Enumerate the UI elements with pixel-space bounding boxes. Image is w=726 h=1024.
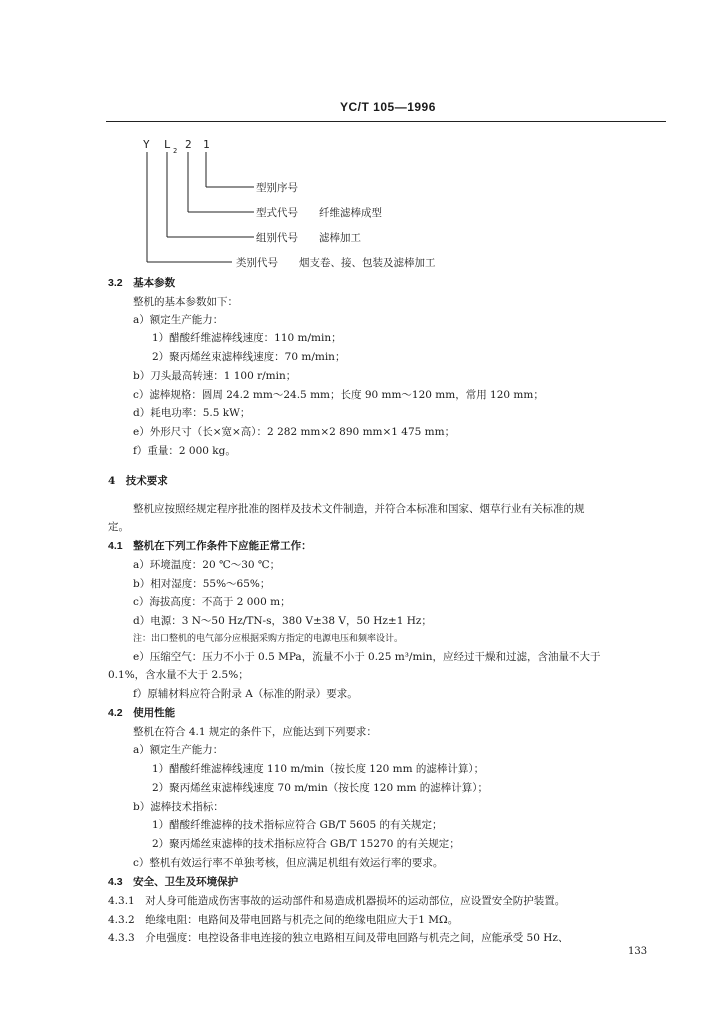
paragraph: 整机应按照经规定程序批准的图样及技术文件制造，并符合本标准和国家、烟草行业有关标准的规 [133, 503, 585, 515]
section-3-2-heading: 3.2 基本参数 [108, 277, 176, 289]
clause-4-3-2: 4.3.2 绝缘电阻：电路间及带电回路与机壳之间的绝缘电阻应大于1 MΩ。 [108, 914, 459, 926]
label-type-sequence: 型别序号 [256, 182, 298, 194]
list-item-continuation: 0.1%，含水量不大于 2.5%； [108, 669, 249, 681]
list-item: d）耗电功率：5.5 kW； [133, 407, 251, 419]
code-char-y: Y [143, 138, 150, 151]
list-item: 1）醋酸纤维滤棒的技术指标应符合 GB/T 5605 的有关规定； [152, 819, 443, 831]
model-code-diagram [0, 0, 726, 280]
list-item: a）环境温度：20 ℃～30 ℃； [133, 559, 281, 571]
list-item: 1）醋酸纤维滤棒线速度：110 m/min； [152, 332, 342, 344]
clause-4-3-3: 4.3.3 介电强度：电控设备非电连接的独立电路相互间及带电回路与机壳之间，应能承受 50 Hz、 [108, 932, 569, 944]
list-item: f）重量：2 000 kg。 [133, 445, 236, 457]
code-char-2: 2 [185, 138, 192, 151]
code-char-l: L [164, 138, 171, 151]
section-4-3-heading: 4.3 安全、卫生及环境保护 [108, 876, 239, 888]
standard-code: YC/T 105—1996 [340, 100, 436, 114]
code-subscript: 2 [173, 147, 178, 155]
section-4-1-heading: 4.1 整机在下列工作条件下应能正常工作： [108, 540, 312, 552]
list-item: e）压缩空气：压力不小于 0.5 MPa，流量不小于 0.25 m³/min，应经过干燥和过滤，含油量不大于 [133, 651, 601, 663]
section-4-2-heading: 4.2 使用性能 [108, 707, 176, 719]
paragraph-continuation: 定。 [108, 521, 129, 533]
label-category-code: 类别代号 烟支卷、接、包装及滤棒加工 [236, 257, 436, 269]
section-4-heading: 4 技术要求 [108, 475, 168, 487]
list-item: c）整机有效运行率不单独考核，但应满足机组有效运行率的要求。 [133, 857, 444, 869]
list-item: 1）醋酸纤维滤棒线速度 110 m/min（按长度 120 mm 的滤棒计算）； [152, 763, 485, 775]
clause-4-3-1: 4.3.1 对人身可能造成伤害事故的运动部件和易造成机器损坏的运动部位，应设置安全防护装置。 [108, 895, 566, 907]
list-item: 2）聚丙烯丝束滤棒线速度 70 m/min（按长度 120 mm 的滤棒计算）； [152, 782, 489, 794]
list-item: b）滤棒技术指标： [133, 801, 224, 813]
label-form-code: 型式代号 纤维滤棒成型 [256, 207, 382, 219]
list-item: f）原辅材料应符合附录 A（标准的附录）要求。 [133, 688, 358, 700]
paragraph: 整机在符合 4.1 规定的条件下，应能达到下列要求： [133, 726, 377, 738]
list-item: 2）聚丙烯丝束滤棒线速度：70 m/min； [152, 351, 346, 363]
list-item: b）刀头最高转速：1 100 r/min； [133, 370, 297, 382]
list-item: a）额定生产能力： [133, 314, 224, 326]
list-item: e）外形尺寸（长×宽×高）：2 282 mm×2 890 mm×1 475 mm； [133, 426, 456, 438]
page-number: 133 [628, 946, 648, 957]
paragraph: 整机的基本参数如下： [133, 296, 238, 308]
list-item: a）额定生产能力： [133, 744, 224, 756]
label-group-code: 组别代号 滤棒加工 [256, 232, 361, 244]
note: 注：出口整机的电气部分应根据采购方指定的电源电压和频率设计。 [133, 634, 404, 644]
list-item: c）海拔高度：不高于 2 000 m； [133, 596, 291, 608]
list-item: d）电源：3 N～50 Hz/TN-s，380 V±38 V，50 Hz±1 Hz； [133, 615, 432, 627]
list-item: c）滤棒规格：圆周 24.2 mm～24.5 mm；长度 90 mm～120 mm，常用 120 mm； [133, 389, 544, 401]
list-item: 2）聚丙烯丝束滤棒的技术指标应符合 GB/T 15270 的有关规定； [152, 838, 460, 850]
code-char-1: 1 [203, 138, 210, 151]
list-item: b）相对湿度：55%～65%； [133, 578, 271, 590]
